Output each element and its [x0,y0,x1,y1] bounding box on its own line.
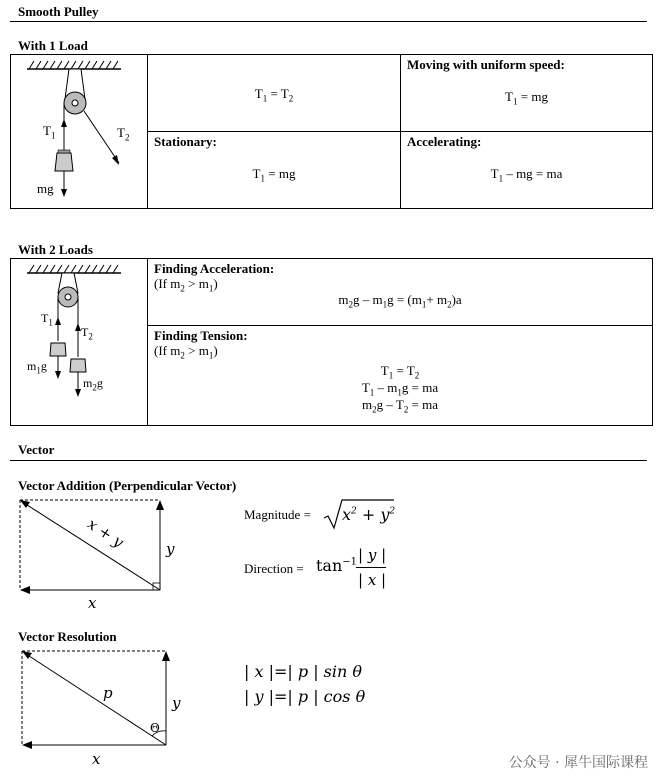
eq-x-resolution: | x |=| p | sin θ [244,662,363,681]
section-rule [10,21,647,22]
tension-condition: (If $m_2 > m_1$) [154,343,218,361]
finding-acceleration-title: Finding Acceleration: [154,261,275,276]
magnitude-expression: $x^2 + y^2$ [342,505,396,524]
eq-uniform: $T_1$ = mg [505,89,548,107]
eq-accelerating: $T_1$ – mg = ma [490,166,563,184]
subtitle-vector-resolution: Vector Resolution [18,629,117,644]
label-x-plus-y: x + y [84,514,127,552]
subtitle-vector-addition: Vector Addition (Perpendicular Vector) [18,478,237,493]
label-res-y: y [172,694,181,712]
label-add-x: x [88,594,97,612]
label-2-t1: $T_1$ [41,311,53,328]
direction-tan: $\tan^{-1}$ [316,556,358,575]
section-title-vector: Vector [18,442,55,457]
subtitle-with-2-loads: With 2 Loads [18,242,93,257]
label-p: p [103,684,113,702]
cell-finding-tension [147,326,652,425]
label-add-y: y [166,540,175,558]
magnitude-formula: Magnitude = [244,507,311,522]
cell-uniform-speed [400,55,652,132]
cell-accelerating [400,132,652,208]
eq-tension-3: $m_2g - T_2$ = ma [361,397,439,415]
section-rule-vector [10,460,647,461]
fraction-bar [356,567,386,568]
eq-acceleration: $m_2g - m_1g = (m_1+ m_2)a$ [338,292,462,310]
eq-t1-equals-t2: $T_1 = T_2$ [254,86,294,104]
eq-stationary: $T_1$ = mg [252,166,296,184]
one-load-table [10,54,653,209]
vector-addition-diagram [10,494,185,609]
label-mg: mg [37,181,54,196]
label-m2g: $m_2g$ [83,376,103,393]
label-res-x: x [92,750,101,768]
uniform-speed-title: Moving with uniform speed: [407,57,565,72]
eq-tension-2: $T_1 - m_1g$ = ma [361,380,439,398]
label-theta: Θ [150,721,160,735]
vector-resolution-diagram [14,645,184,757]
acceleration-condition: (If $m_2 > m_1$) [154,276,218,294]
label-t2: $T_2$ [117,125,130,143]
direction-label: Direction = [244,561,304,576]
label-m1g: $m_1g$ [27,359,47,376]
cell-finding-acceleration [147,259,652,326]
cell-equal-tensions [147,55,400,132]
direction-denominator: | x | [358,571,387,589]
subtitle-with-1-load: With 1 Load [18,38,88,53]
accelerating-title: Accelerating: [407,134,482,149]
direction-numerator: | y | [358,546,387,564]
label-2-t2: $T_2$ [81,325,93,342]
stationary-title: Stationary: [154,134,217,149]
eq-y-resolution: | y |=| p | cos θ [244,687,366,706]
two-loads-table [10,258,653,426]
two-loads-pulley-diagram [11,259,147,425]
eq-tension-1: $T_1 = T_2$ [380,363,420,381]
label-t1: $T_1$ [43,123,56,141]
watermark: 公众号 · 犀牛国际课程 [508,755,648,771]
finding-tension-title: Finding Tension: [154,328,248,343]
cell-stationary [147,132,400,208]
section-title-smooth-pulley: Smooth Pulley [18,4,99,19]
